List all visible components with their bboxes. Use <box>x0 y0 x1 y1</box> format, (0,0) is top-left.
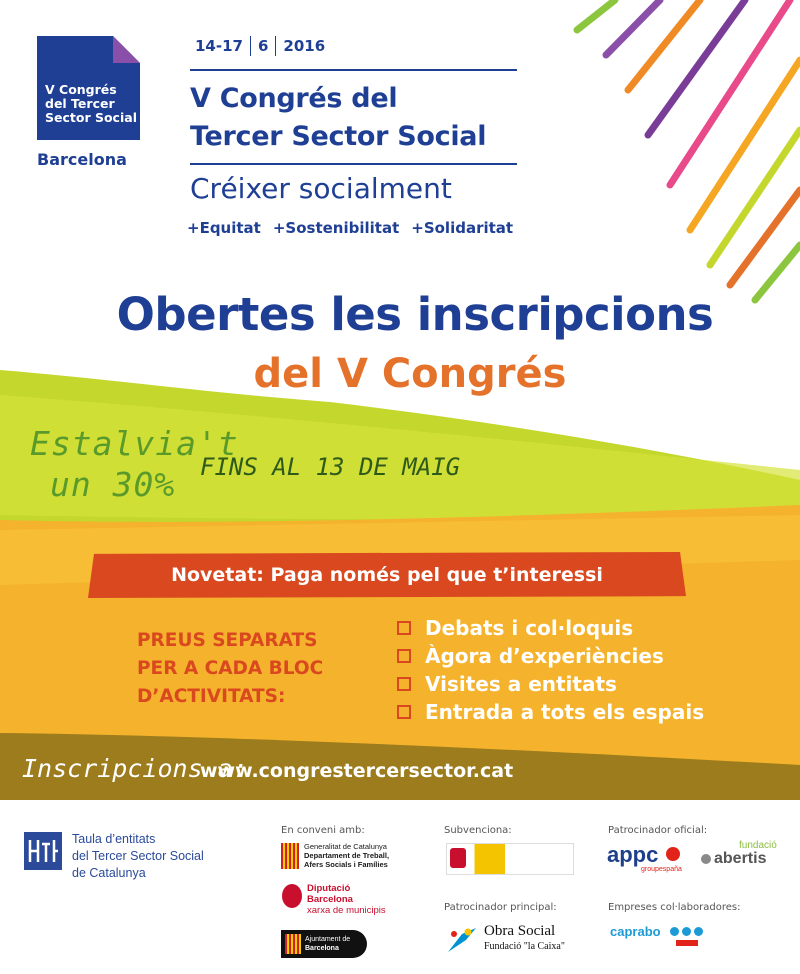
caprabo-dot <box>694 927 703 936</box>
feature-item <box>397 614 704 642</box>
values-row <box>187 219 513 237</box>
value-item: +Equitat <box>187 219 261 237</box>
ajuntament-text <box>305 935 350 953</box>
abertis-icon <box>701 854 711 864</box>
logo-line: Sector Social <box>45 110 137 125</box>
feature-item <box>397 670 704 698</box>
registration-link[interactable]: www.congrestercersector.cat <box>200 760 514 782</box>
taula-logo-icon <box>24 832 62 870</box>
appc-sub: groupespaña <box>641 866 682 873</box>
price-note-line: D’ACTIVITATS: <box>137 686 286 707</box>
logo-city: Barcelona <box>37 150 127 169</box>
headline-secondary: del V Congrés <box>253 351 567 397</box>
discount-deadline: FINS AL 13 DE MAIG <box>200 453 461 481</box>
collaborators-heading: Empreses col·laboradores: <box>608 902 741 913</box>
date-year: 2016 <box>283 37 326 55</box>
feature-item <box>397 642 704 670</box>
feature-label: Àgora d’experiències <box>425 644 664 668</box>
congress-subtitle: Créixer socialment <box>190 172 452 205</box>
logo-line: V Congrés <box>45 82 117 97</box>
discount-line1: Estalvia't <box>30 424 239 463</box>
value-item: +Solidaritat <box>411 219 514 237</box>
diputacio-text <box>307 883 386 916</box>
feature-item <box>397 698 704 726</box>
logo-text <box>45 83 137 125</box>
congress-title-line1: V Congrés del <box>190 83 398 114</box>
ajuntament-shield-icon <box>285 934 301 954</box>
checkbox-icon <box>397 705 411 719</box>
gencat-line: Departament de Treball, <box>304 851 390 860</box>
caixa-star-icon <box>446 924 478 956</box>
abertis-logo: abertis <box>714 850 767 867</box>
subsidy-heading: Subvenciona: <box>444 825 512 836</box>
taula-name-line: Taula d’entitats <box>72 832 156 846</box>
spain-crest-icon <box>450 848 466 868</box>
checkbox-icon <box>397 677 411 691</box>
agreement-heading: En conveni amb: <box>281 825 365 836</box>
feature-label: Entrada a tots els espais <box>425 700 705 724</box>
novetat-text: Novetat: Paga només pel que t’interessi <box>171 564 603 586</box>
gencat-logo-icon <box>281 843 299 869</box>
official-sponsor-heading: Patrocinador oficial: <box>608 825 708 836</box>
caprabo-dots-icon <box>670 927 703 936</box>
diputacio-line: Barcelona <box>307 894 353 905</box>
main-sponsor-heading: Patrocinador principal: <box>444 902 557 913</box>
congress-title-line2: Tercer Sector Social <box>190 121 487 152</box>
discount-line2: un 30% <box>50 465 176 504</box>
eroski-badge-icon <box>676 940 698 946</box>
diputacio-logo-icon <box>282 884 302 908</box>
caprabo-dot <box>682 927 691 936</box>
ajuntament-line: Barcelona <box>305 945 339 952</box>
date-separator <box>275 36 276 56</box>
checkbox-icon <box>397 621 411 635</box>
caprabo-dot <box>670 927 679 936</box>
fundacio-caixa-text: Fundació "la Caixa" <box>484 941 565 952</box>
date-month: 6 <box>257 37 269 55</box>
feature-label: Debats i col·loquis <box>425 616 634 640</box>
feature-label: Visites a entitats <box>425 672 617 696</box>
gencat-line: Afers Socials i Famílies <box>304 860 388 869</box>
gencat-line: Generalitat de Catalunya <box>304 842 387 851</box>
date-separator <box>250 36 251 56</box>
registration-label: Inscripcions a: <box>22 754 248 783</box>
value-item: +Sostenibilitat <box>272 219 400 237</box>
gencat-text <box>304 842 389 869</box>
logo-line: del Tercer <box>45 96 115 111</box>
diputacio-line: Diputació <box>307 883 351 894</box>
header-rule <box>190 163 517 165</box>
abertis-top: fundació <box>739 840 777 851</box>
caprabo-logo: caprabo <box>610 924 661 939</box>
date-days: 14-17 <box>195 37 243 55</box>
diputacio-line: xarxa de municipis <box>307 905 386 916</box>
rainbow-stripes <box>577 0 800 300</box>
headline-primary: Obertes les inscripcions <box>116 288 714 341</box>
checkbox-icon <box>397 649 411 663</box>
taula-name-line: del Tercer Sector Social <box>72 849 204 863</box>
obra-social-text: Obra Social <box>484 923 556 939</box>
header-rule <box>190 69 517 71</box>
appc-dot-icon <box>666 847 680 861</box>
taula-name-line: de Catalunya <box>72 866 146 880</box>
event-date <box>195 35 325 57</box>
price-note-line: PREUS SEPARATS <box>137 630 318 651</box>
price-note-line: PER A CADA BLOC <box>137 658 324 679</box>
ajuntament-line: Ajuntament de <box>305 936 351 943</box>
feature-list <box>397 614 704 726</box>
appc-logo: appc <box>607 842 659 867</box>
